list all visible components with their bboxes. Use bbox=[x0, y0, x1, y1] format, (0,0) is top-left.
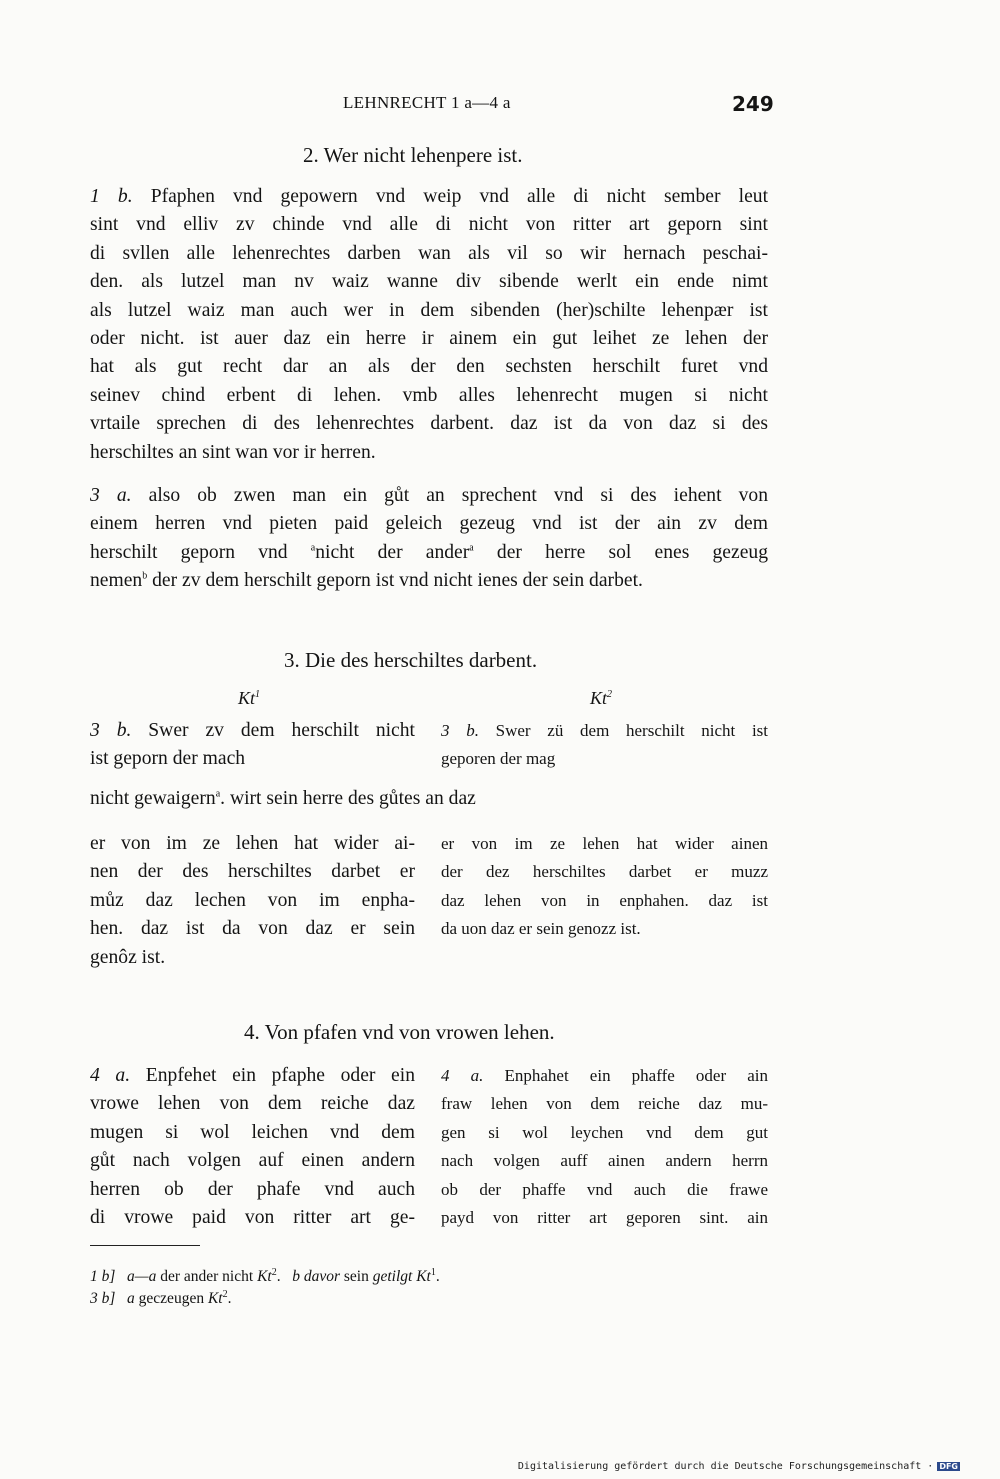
column-kt1-3b-cont bbox=[90, 830, 415, 972]
text-line: vrtaile sprechen di des lehenrechtes darbent. daz ist da von daz si des bbox=[90, 413, 768, 435]
text-line: den. als lutzel man nv waiz wanne div sibende werlt ein ende nimt bbox=[90, 271, 768, 293]
paragraph-label: 1 b. bbox=[90, 186, 133, 207]
text-line: nen der des herschiltes darbet er bbox=[90, 861, 415, 883]
text-line: di vrowe paid von ritter art ge- bbox=[90, 1206, 415, 1228]
column-kt1-3b bbox=[90, 717, 415, 774]
text-line: seinev chind erbent di lehen. vmb alles lehenrecht mugen si nicht bbox=[90, 384, 768, 406]
section-2-title: 2. Wer nicht lehenpere ist. bbox=[303, 143, 523, 167]
text-line: gen si wol leychen vnd dem gut bbox=[441, 1122, 768, 1142]
text-line: hat als gut recht dar an als der den sechsten herschilt furet vnd bbox=[90, 356, 768, 378]
text-line: můz daz lechen von im enpha- bbox=[90, 889, 415, 911]
text-line: mugen si wol leichen vnd dem bbox=[90, 1121, 415, 1143]
paragraph-1b bbox=[90, 183, 768, 467]
text-line: 1 b. Pfaphen vnd gepowern vnd weip vnd alle di nicht sember leut bbox=[90, 186, 768, 207]
page-number: 249 bbox=[732, 92, 774, 116]
variant-mark: a bbox=[310, 542, 316, 554]
variant-mark: a bbox=[469, 542, 474, 554]
column-kt2-3b bbox=[441, 717, 768, 774]
column-kt1-4a bbox=[90, 1062, 415, 1232]
text-line: genôz ist. bbox=[90, 946, 166, 968]
manuscript-siglum-kt1: Kt$^1$ bbox=[238, 688, 261, 708]
text-line: 4 a. Enpfehet ein pfaphe oder ein bbox=[90, 1065, 415, 1086]
section-4-title: 4. Von pfafen vnd von vrowen lehen. bbox=[244, 1020, 555, 1044]
text-line: geporen der mag bbox=[441, 749, 556, 769]
text-line: herschiltes an sint wan vor ir herren. bbox=[90, 441, 376, 463]
paragraph-label: 3 b. bbox=[441, 721, 479, 740]
text-line: er von im ze lehen hat wider ai- bbox=[90, 833, 415, 854]
text-line: ist geporn der mach bbox=[90, 748, 246, 770]
text-line: 4 a. Enphahet ein phaffe oder ain bbox=[441, 1066, 768, 1085]
variant-mark: a bbox=[215, 788, 221, 800]
text-line: herschilt geporn vnd $^a$nicht der ander$^a$ der herre sol enes gezeug bbox=[90, 541, 768, 563]
text-line: sint vnd elliv zv chinde vnd alle di nicht von ritter art geporn sint bbox=[90, 214, 768, 236]
paragraph-label: 3 a. bbox=[90, 485, 132, 506]
shared-line: nicht gewaigern$^a$. wirt sein herre des gůtes an daz bbox=[90, 788, 476, 809]
footnote-3b: 3 b] a geczeugen Kt$^2$. bbox=[90, 1288, 232, 1307]
section-3-title: 3. Die des herschiltes darbent. bbox=[284, 648, 538, 672]
footnote-rule bbox=[90, 1245, 200, 1246]
column-kt2-4a bbox=[441, 1062, 768, 1232]
text-line: nach volgen auff ainen andern herrn bbox=[441, 1151, 768, 1171]
digitization-credit: Digitalisierung gefördert durch die Deutsche Forschungsgemeinschaft · DFG bbox=[517, 1461, 958, 1472]
manuscript-siglum-kt2: Kt$^2$ bbox=[590, 688, 613, 708]
text-line: herren ob der phafe vnd auch bbox=[90, 1178, 415, 1200]
text-line: oder nicht. ist auer daz ein herre ir ainem ein gut leihet ze lehen der bbox=[90, 327, 768, 349]
text-line: daz lehen von in enphahen. daz ist bbox=[441, 890, 768, 910]
paragraph-label: 4 a. bbox=[90, 1065, 131, 1086]
text-line: payd von ritter art geporen sint. ain bbox=[441, 1207, 768, 1227]
text-line: er von im ze lehen hat wider ainen bbox=[441, 834, 768, 853]
variant-mark: b bbox=[142, 570, 148, 582]
footnote-1b: 1 b] a—a der ander nicht Kt$^2$. b davor sein getilgt Kt$^1$. bbox=[90, 1266, 440, 1285]
text-line: 3 a. also ob zwen man ein gůt an sprechent vnd si des iehent von bbox=[90, 485, 768, 506]
text-line: als lutzel waiz man auch wer in dem sibenden (her)schilte lehenpær ist bbox=[90, 299, 768, 321]
text-line: gůt nach volgen auf einen andern bbox=[90, 1150, 415, 1172]
text-line: ob der phaffe vnd auch die frawe bbox=[441, 1179, 768, 1199]
paragraph-label: 3 b. bbox=[90, 720, 132, 741]
paragraph-3a bbox=[90, 482, 768, 596]
text-line: vrowe lehen von dem reiche daz bbox=[90, 1093, 415, 1115]
text-line: da uon daz er sein genozz ist. bbox=[441, 919, 641, 939]
text-line: di svllen alle lehenrechtes darben wan als vil so wir hernach peschai- bbox=[90, 242, 768, 264]
text-line: 3 b. Swer zv dem herschilt nicht bbox=[90, 720, 415, 741]
text-line: 3 b. Swer zü dem herschilt nicht ist bbox=[441, 721, 769, 740]
paragraph-label: 4 a. bbox=[441, 1066, 484, 1085]
text-line: nemen$^b$ der zv dem herschilt geporn ist vnd nicht ienes der sein darbet. bbox=[90, 570, 643, 592]
dfg-logo: DFG bbox=[939, 1462, 958, 1471]
running-head: LEHNRECHT 1 a—4 a bbox=[343, 93, 511, 112]
text-line: einem herren vnd pieten paid geleich gezeug vnd ist der ain zv dem bbox=[90, 513, 768, 535]
text-line: fraw lehen von dem reiche daz mu- bbox=[441, 1094, 768, 1114]
text-line: hen. daz ist da von daz er sein bbox=[90, 918, 415, 940]
text-line: der dez herschiltes darbet er muzz bbox=[441, 862, 768, 882]
column-kt2-3b-cont bbox=[441, 830, 768, 944]
